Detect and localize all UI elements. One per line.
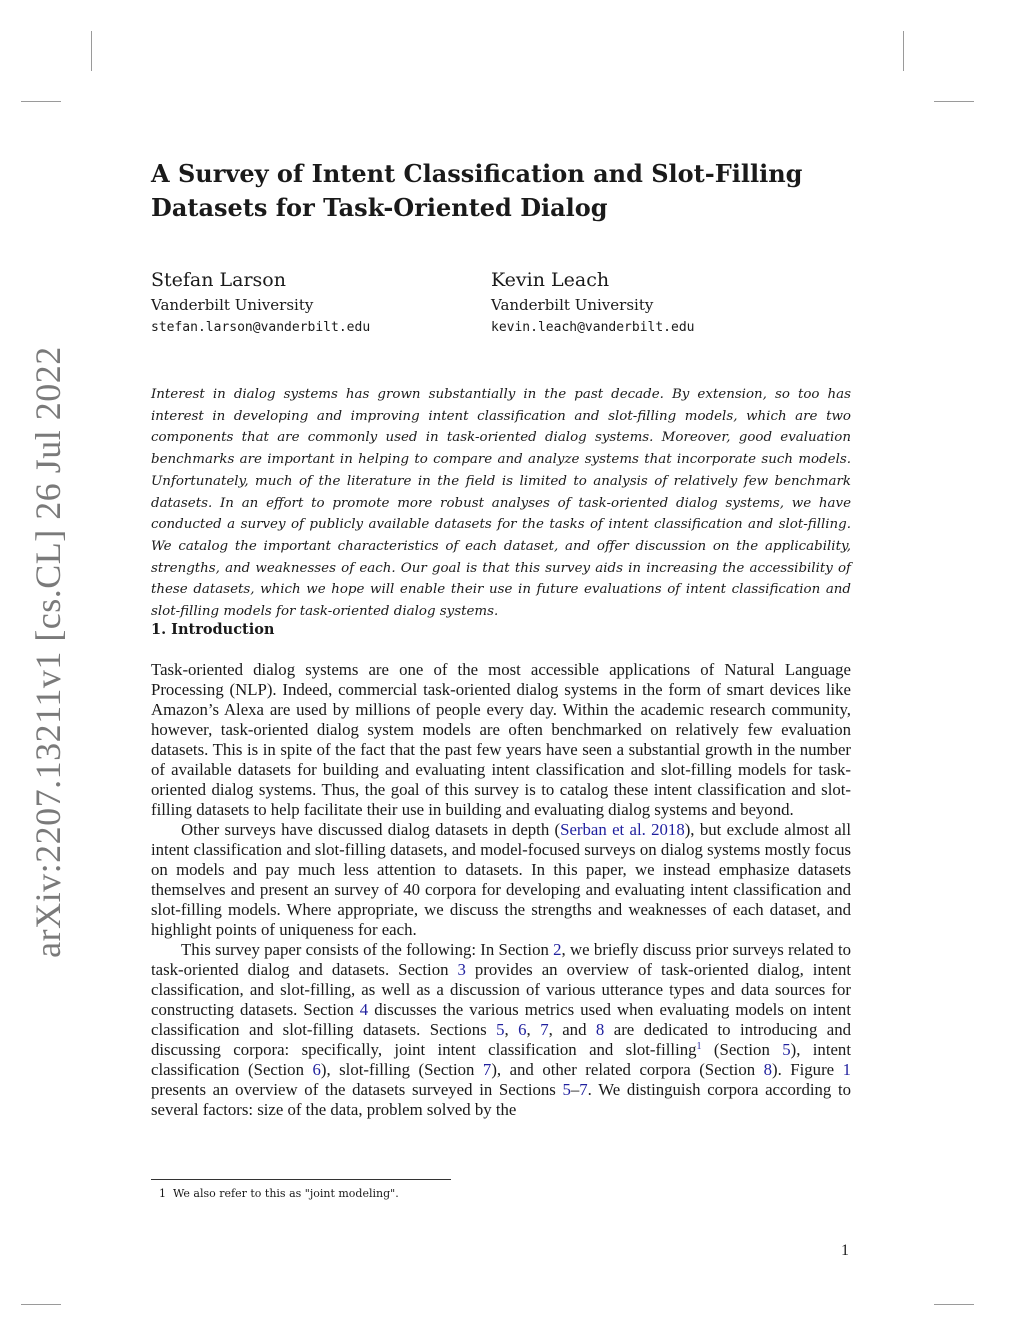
body-text (151, 660, 851, 1120)
text: , (504, 1020, 519, 1039)
crop-mark (903, 31, 904, 71)
section-ref-link[interactable]: 5 (496, 1020, 505, 1039)
section-ref-link[interactable]: 4 (359, 1000, 369, 1019)
abstract: Interest in dialog systems has grown substantially in the past decade. By extension, so too has interest in developing and improving intent classification and slot-filling models, which are two components that are commonly used in task-oriented dialog systems. Moreover, good evaluation benchmarks are important in helping to compare and analyze systems that incorporate such models. Unfortunately, much of the literature in the field is limited to analysis of relatively few benchmark datasets. In an effort to promote more robust analyses of task-oriented dialog systems, we have conducted a survey of publicly available datasets for the tasks of intent classification and slot-filling. We catalog the important characteristics of each dataset, and offer discussion on the applicability, strengths, and weaknesses of each. Our goal is that this survey aids in increasing the accessibility of these datasets, which we hope will enable their use in future evaluations of intent classification and slot-filling models for task-oriented dialog systems. (151, 387, 851, 620)
section-ref-link[interactable]: 6 (312, 1060, 321, 1079)
text: – (570, 1080, 580, 1099)
text: ), and other related corpora (Section (491, 1060, 764, 1079)
paragraph: Task-oriented dialog systems are one of the most accessible applications of Natural Language Processing (NLP). Indeed, commercial task-oriented dialog systems in the form of smart devices like Amazon’s Alexa are used by millions of people every day. Within the academic research community, however, task-oriented dialog system models are often benchmarked on relatively few evaluation datasets. This is in spite of the fact that the past few years have seen a substantial growth in the number of available datasets for building and evaluating intent classification and slot-filling models for task-oriented dialog systems. Thus, the goal of this survey is to catalog these intent classification and slot-filling datasets to help facilitate their use in building and evaluating dialog systems and beyond. (151, 660, 851, 819)
title-line-2: Datasets for Task-Oriented Dialog (151, 193, 608, 222)
paper-title (151, 157, 851, 225)
text: discusses the various metrics used when evaluating models on intent classification and slot-filling datasets. Sections (151, 1000, 851, 1039)
figure-ref-link[interactable]: 1 (842, 1060, 851, 1079)
footnote-text: We also refer to this as "joint modeling". (173, 1187, 399, 1200)
section-heading: 1. Introduction (151, 621, 275, 638)
paragraph (151, 940, 851, 1120)
text: , and (548, 1020, 596, 1039)
crop-mark (21, 1304, 61, 1305)
paragraph (151, 820, 851, 940)
section-ref-link[interactable]: 5 (782, 1040, 791, 1059)
text: are dedicated to introducing and discussing corpora: specifically, joint intent classification and slot-filling (151, 1020, 852, 1059)
section-ref-link[interactable]: 7 (579, 1080, 588, 1099)
citation-link[interactable]: Serban et al. 2018 (560, 820, 685, 839)
crop-mark (934, 101, 974, 102)
footnote-number: 1 (159, 1187, 166, 1200)
section-ref-link[interactable]: 8 (763, 1060, 773, 1079)
author-name: Kevin Leach (491, 269, 610, 291)
author-name: Stefan Larson (151, 269, 286, 291)
text: ). Figure (772, 1060, 843, 1079)
text: . We distinguish corpora according to several factors: size of the data, problem solved by the (151, 1080, 852, 1119)
section-ref-link[interactable]: 6 (518, 1020, 527, 1039)
footnote (159, 1186, 399, 1202)
text: provides an overview of task-oriented dialog, intent classification, and slot-filling, as well as a discussion of various utterance types and data sources for constructing datasets. Section (151, 960, 852, 1019)
author-affiliation: Vanderbilt University (491, 296, 654, 314)
section-ref-link[interactable]: 2 (553, 940, 562, 959)
section-ref-link[interactable]: 7 (540, 1020, 549, 1039)
author-email: stefan.larson@vanderbilt.edu (151, 320, 371, 335)
author-block (491, 268, 695, 339)
text: presents an overview of the datasets surveyed in Sections (151, 1080, 563, 1099)
crop-mark (91, 31, 92, 71)
text: (Section (701, 1040, 783, 1059)
text: , (526, 1020, 541, 1039)
text: , we briefly discuss prior surveys related to task-oriented dialog and datasets. Section (151, 940, 851, 979)
section-ref-link[interactable]: 7 (482, 1060, 492, 1079)
author-block (151, 268, 370, 339)
section-ref-link[interactable]: 3 (457, 960, 466, 979)
footnote-rule (151, 1179, 451, 1180)
author-affiliation: Vanderbilt University (151, 296, 314, 314)
text: ), intent classification (Section (151, 1040, 851, 1079)
title-line-1: A Survey of Intent Classification and Slot-Filling (151, 159, 803, 188)
text: ), slot-filling (Section (320, 1060, 483, 1079)
footnote-ref-link[interactable]: 1 (696, 1041, 702, 1052)
section-ref-link[interactable]: 8 (595, 1020, 605, 1039)
text: ), but exclude almost all intent classification and slot-filling datasets, and model-focused surveys on dialog systems mostly focus on models and pay much less attention to datasets. In this paper, we instead emphasize datasets themselves and present an survey of 40 corpora for developing and evaluating intent classification and slot-filling models. Where appropriate, we discuss the strengths and weaknesses of each dataset, and highlight points of uniqueness for each. (151, 820, 851, 939)
crop-mark (21, 101, 61, 102)
arxiv-identifier: arXiv:2207.13211v1 [cs.CL] 26 Jul 2022 (28, 346, 68, 958)
section-ref-link[interactable]: 5 (562, 1080, 571, 1099)
text: This survey paper consists of the following: In Section (181, 940, 554, 959)
page-number: 1 (841, 1242, 849, 1259)
author-email: kevin.leach@vanderbilt.edu (491, 320, 695, 335)
text: Other surveys have discussed dialog datasets in depth ( (181, 820, 561, 839)
crop-mark (934, 1304, 974, 1305)
